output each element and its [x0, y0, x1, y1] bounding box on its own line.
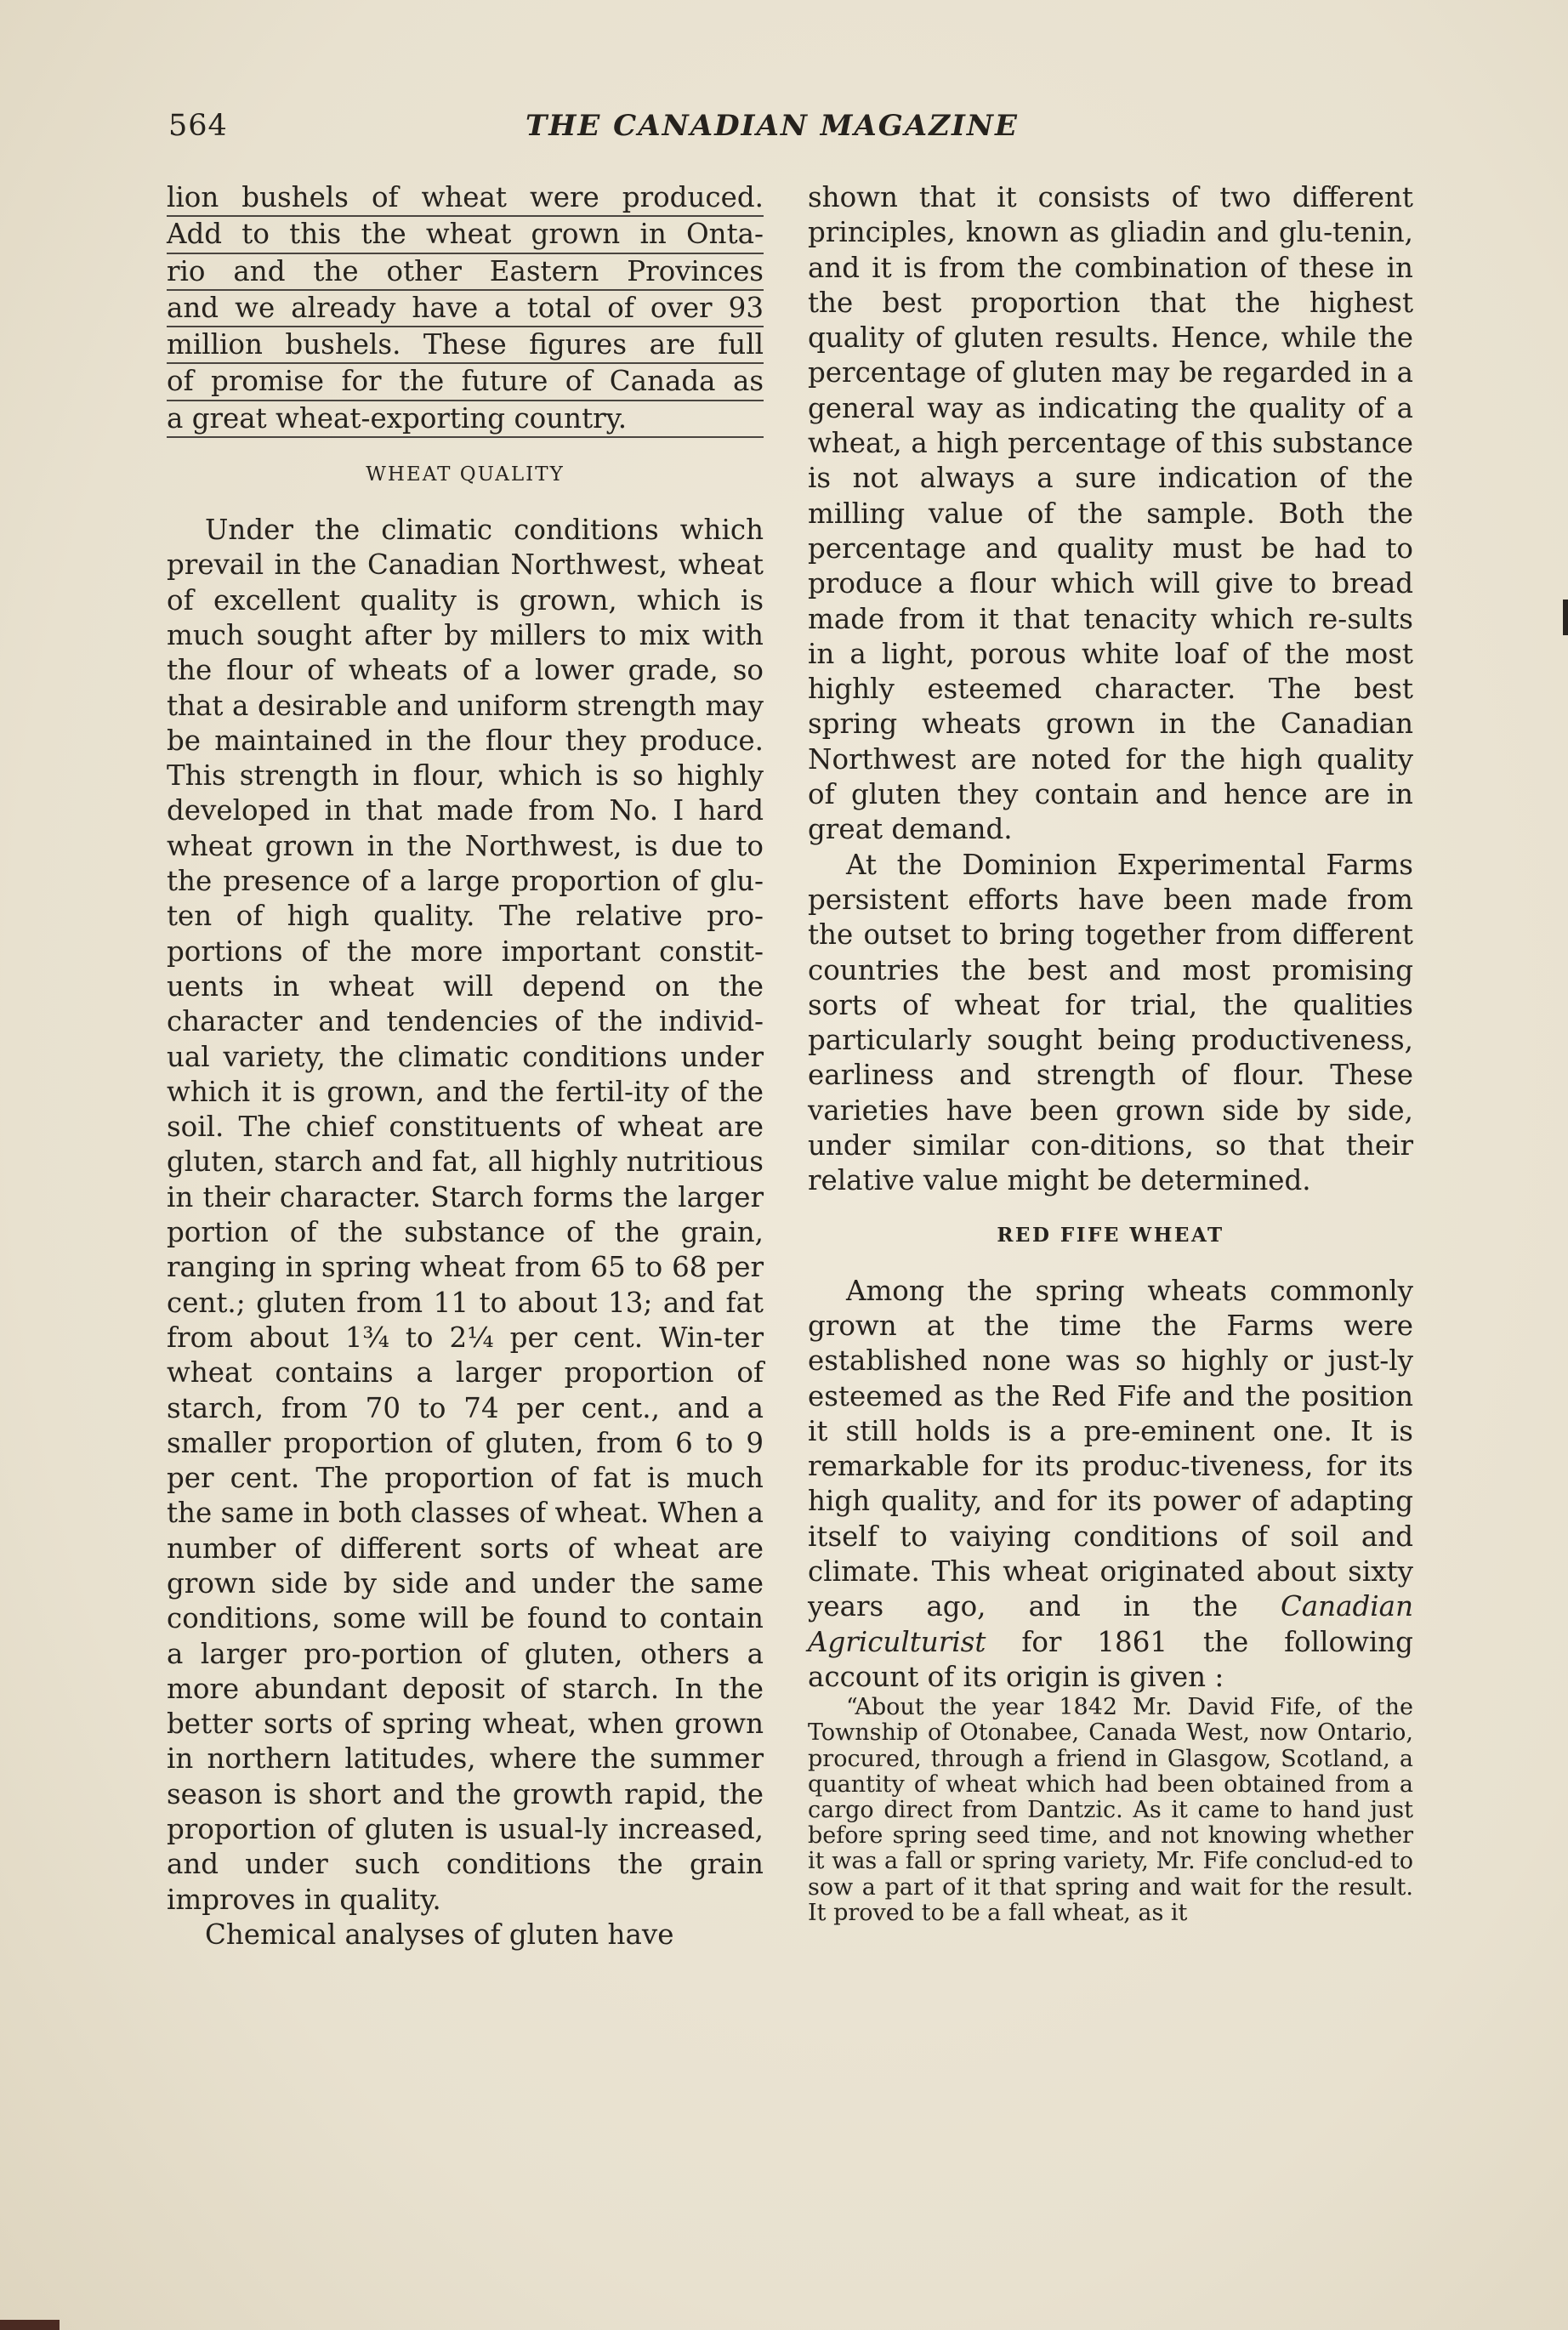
- block-quote: “About the year 1842 Mr. David Fife, of the Township of Otonabee, Canada West, now Ontario, procured, through a friend in Glasgow, Scotland, a quantity of wheat which had been obtained from a cargo direct from Dantzic. As it came to hand just before spring seed time, and not knowing whether it was a fall or spring variety, Mr. Fife conclud-ed to sow a part of it that spring and wait for the result. It proved to be a fall wheat, as it: [808, 1694, 1413, 1926]
- ruled-line: and we already have a total of over 93: [167, 291, 764, 327]
- ruled-line: rio and the other Eastern Provinces: [167, 254, 764, 291]
- body-paragraph: Chemical analyses of gluten have: [205, 1918, 674, 1951]
- body-text: for 1861 the following account of its origin is given :: [808, 1625, 1413, 1693]
- binding-mark: [0, 2320, 60, 2330]
- body-paragraph: At the Dominion Experimental Farms persistent efforts have been made from the outset to bring together from different countries the best and most promising sorts of wheat for trial, the qualities particularly sought being productiveness, earliness and strength of flour. These varieties have been grown side by side, under similar con-ditions, so that their relative value might be determined.: [808, 848, 1413, 1197]
- body-paragraph: [808, 1274, 1413, 1696]
- ruled-line: of promise for the future of Canada as: [167, 364, 764, 401]
- ruled-line: Add to this the wheat grown in Onta-: [167, 217, 764, 253]
- section-heading-red-fife: RED FIFE WHEAT: [997, 1223, 1224, 1247]
- body-text: Among the spring wheats commonly grown at the time the Farms were established none was so highly or just-ly esteemed as the Red Fife and the position it still holds is a pre-eminent one. It is remarkable for its produc-tiveness, for its high quality, and for its power of adapting itself to vaiying conditions of soil and climate. This wheat originated about sixty years ago, and in the: [808, 1274, 1413, 1623]
- page-number: 564: [168, 109, 228, 143]
- right-column: [808, 180, 1413, 1926]
- page-header: [168, 109, 1418, 151]
- running-title: THE CANADIAN MAGAZINE: [526, 109, 1019, 143]
- ruled-line: million bushels. These figures are full: [167, 327, 764, 364]
- edge-mark: [1563, 600, 1568, 635]
- body-paragraph: shown that it consists of two different principles, known as gliadin and glu-tenin, and it is from the combination of these in the best proportion that the highest quality of gluten results. Hence, while the percentage of gluten may be regarded in a general way as indicating the quality of a wheat, a high percentage of this substance is not always a sure indication of the milling value of the sample. Both the percentage and quality must be had to produce a flour which will give to bread made from it that tenacity which re-sults in a light, porous white loaf of the most highly esteemed character. The best spring wheats grown in the Canadian Northwest are noted for the high quality of gluten they contain and hence are in great demand.: [808, 181, 1413, 846]
- publication-title: Canadian Agriculturist: [808, 1590, 1413, 1658]
- section-heading-wheat-quality: WHEAT QUALITY: [366, 463, 565, 486]
- left-column: [167, 180, 764, 1952]
- body-paragraph: Under the climatic conditions which prevail in the Canadian Northwest, wheat of excellent quality is grown, which is much sought after by millers to mix with the flour of wheats of a lower grade, so that a desirable and uniform strength may be maintained in the flour they produce. This strength in flour, which is so highly developed in that made from No. I hard wheat grown in the Northwest, is due to the presence of a large proportion of glu-ten of high quality. The relative pro-portions of the more important constit-uents in wheat will depend on the character and tendencies of the individ-ual variety, the climatic conditions under which it is grown, and the fertil-ity of the soil. The chief constituents of wheat are gluten, starch and fat, all highly nutritious in their character. Starch forms the larger portion of the substance of the grain, ranging in spring wheat from 65 to 68 per cent.; gluten from 11 to about 13; and fat from about 1¾ to 2¼ per cent. Win-ter wheat contains a larger proportion of starch, from 70 to 74 per cent., and a smaller proportion of gluten, from 6 to 9 per cent. The proportion of fat is much the same in both classes of wheat. When a number of different sorts of wheat are grown side by side and under the same conditions, some will be found to contain a larger pro-portion of gluten, others a more abundant deposit of starch. In the better sorts of spring wheat, when grown in northern latitudes, where the summer season is short and the growth rapid, the proportion of gluten is usual-ly increased, and under such conditions the grain improves in quality.: [167, 514, 764, 1916]
- ruled-line: a great wheat-exporting country.: [167, 401, 764, 438]
- ruled-line: lion bushels of wheat were produced.: [167, 180, 764, 217]
- ruled-paragraph: [167, 180, 764, 438]
